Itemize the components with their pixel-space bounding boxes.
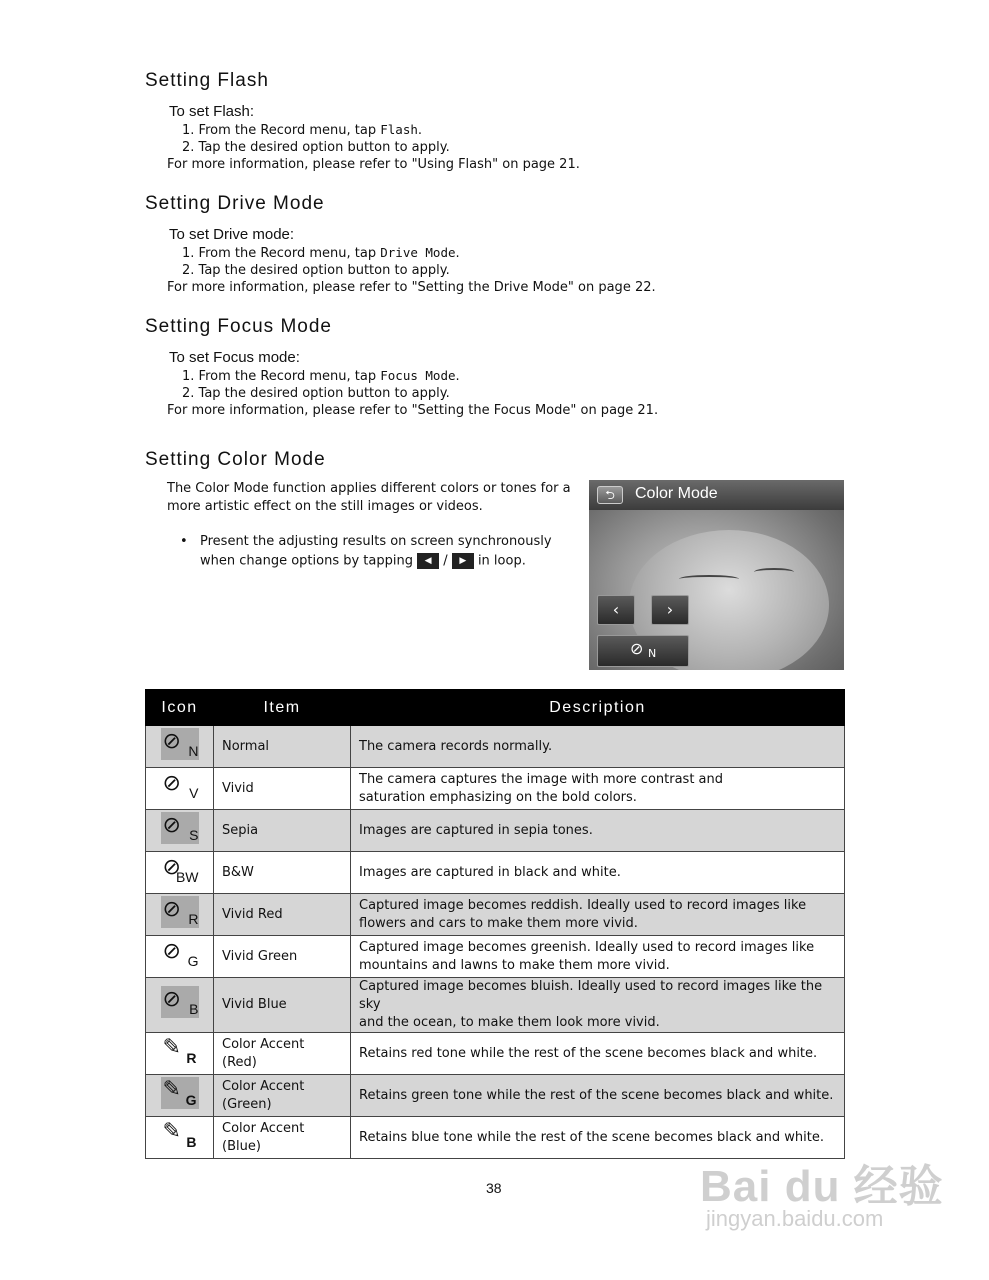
description-cell: The camera captures the image with more contrast and saturation emphasizing on the bold colors. [351, 768, 845, 810]
table-header-row [146, 690, 845, 726]
description-cell: Retains red tone while the rest of the scene becomes black and white. [351, 1033, 845, 1075]
left-arrow-icon: ◀ [417, 553, 439, 569]
focus-more-info: For more information, please refer to "Setting the Focus Mode" on page 21. [167, 403, 659, 418]
table-row [146, 936, 845, 978]
color-bullet-line-1: Present the adjusting results on screen synchronously [200, 534, 552, 549]
table-row [146, 1075, 845, 1117]
description-cell: Retains blue tone while the rest of the scene becomes black and white. [351, 1117, 845, 1159]
color-intro-line-1: The Color Mode function applies different colors or tones for a [167, 481, 571, 496]
description-cell: Captured image becomes reddish. Ideally used to record images like flowers and cars to make them more vivid. [351, 894, 845, 936]
description-cell: Retains green tone while the rest of the scene becomes black and white. [351, 1075, 845, 1117]
watermark-logo: Bai du 经验 [700, 1162, 944, 1211]
item-cell: B&W [214, 852, 351, 894]
focus-step-2: 2. Tap the desired option button to apply. [182, 386, 450, 401]
color-accent-red-icon: ✎ R [162, 1034, 197, 1066]
flash-step-1: 1. From the Record menu, tap Flash. [182, 122, 423, 138]
baidu-watermark [700, 1150, 944, 1231]
color-mode-normal-icon: ⊘ N [162, 728, 199, 759]
table-row [146, 768, 845, 810]
color-intro-line-2: more artistic effect on the still images or videos. [167, 499, 483, 514]
item-cell: Sepia [214, 810, 351, 852]
drive-more-info: For more information, please refer to "Setting the Drive Mode" on page 22. [167, 280, 656, 295]
table-row [146, 810, 845, 852]
drive-step-2: 2. Tap the desired option button to apply. [182, 263, 450, 278]
color-mode-table [145, 689, 845, 1159]
table-row [146, 726, 845, 768]
heading-setting-focus-mode: Setting Focus Mode [145, 316, 332, 337]
right-arrow-icon: ▶ [452, 553, 474, 569]
color-mode-vivid-red-icon: ⊘ R [162, 896, 199, 927]
item-cell: Vivid [214, 768, 351, 810]
flash-more-info: For more information, please refer to "Using Flash" on page 21. [167, 157, 580, 172]
color-mode-vivid-green-icon: ⊘ G [162, 938, 199, 969]
table-row [146, 894, 845, 936]
table-row [146, 1033, 845, 1075]
color-mode-icon: ⊘ [630, 639, 644, 658]
camera-prev-button[interactable]: ‹ [597, 595, 635, 625]
item-cell: Vivid Green [214, 936, 351, 978]
color-mode-sepia-icon: ⊘ S [162, 812, 199, 843]
item-cell: Color Accent (Red) [214, 1033, 351, 1075]
focus-step-1: 1. From the Record menu, tap Focus Mode. [182, 368, 460, 384]
bullet-dot: • [180, 534, 188, 549]
drive-step-1: 1. From the Record menu, tap Drive Mode. [182, 245, 460, 261]
table-row [146, 852, 845, 894]
header-icon: Icon [146, 690, 214, 726]
color-accent-blue-icon: ✎ B [162, 1118, 197, 1150]
back-icon[interactable]: ⮌ [597, 486, 623, 504]
camera-screen-preview [589, 480, 844, 670]
page-number: 38 [486, 1180, 502, 1196]
heading-setting-flash: Setting Flash [145, 70, 269, 91]
description-cell: Captured image becomes bluish. Ideally used to record images like the sky and the ocean, to make them look more vivid. [351, 978, 845, 1033]
item-cell: Normal [214, 726, 351, 768]
color-accent-green-icon: ✎ G [162, 1076, 197, 1108]
item-cell: Vivid Red [214, 894, 351, 936]
header-item: Item [214, 690, 351, 726]
header-description: Description [351, 690, 845, 726]
description-cell: Images are captured in sepia tones. [351, 810, 845, 852]
flash-step-2: 2. Tap the desired option button to apply. [182, 140, 450, 155]
subheading-set-focus-mode: To set Focus mode: [169, 349, 300, 366]
heading-setting-color-mode: Setting Color Mode [145, 449, 326, 470]
color-mode-vivid-icon: ⊘ V [162, 770, 199, 801]
item-cell: Color Accent (Green) [214, 1075, 351, 1117]
item-cell: Vivid Blue [214, 978, 351, 1033]
color-mode-bw-icon: ⊘ BW [162, 854, 199, 885]
cat-eye-left [679, 575, 739, 583]
description-cell: Images are captured in black and white. [351, 852, 845, 894]
color-bullet-line-2: when change options by tapping ◀ / ▶ in loop. [200, 553, 526, 569]
subheading-set-flash: To set Flash: [169, 103, 255, 120]
camera-mode-letter: N [648, 647, 657, 660]
subheading-set-drive-mode: To set Drive mode: [169, 226, 295, 243]
description-cell: The camera records normally. [351, 726, 845, 768]
color-mode-vivid-blue-icon: ⊘ B [162, 987, 199, 1017]
camera-mode-button[interactable] [597, 635, 689, 667]
table-row [146, 978, 845, 1033]
camera-next-button[interactable]: › [651, 595, 689, 625]
cat-eye-right [754, 568, 794, 576]
camera-screen-title: Color Mode [635, 485, 718, 502]
heading-setting-drive-mode: Setting Drive Mode [145, 193, 325, 214]
description-cell: Captured image becomes greenish. Ideally used to record images like mountains and lawns to make them more vivid. [351, 936, 845, 978]
watermark-url: jingyan.baidu.com [706, 1206, 884, 1231]
item-cell: Color Accent (Blue) [214, 1117, 351, 1159]
